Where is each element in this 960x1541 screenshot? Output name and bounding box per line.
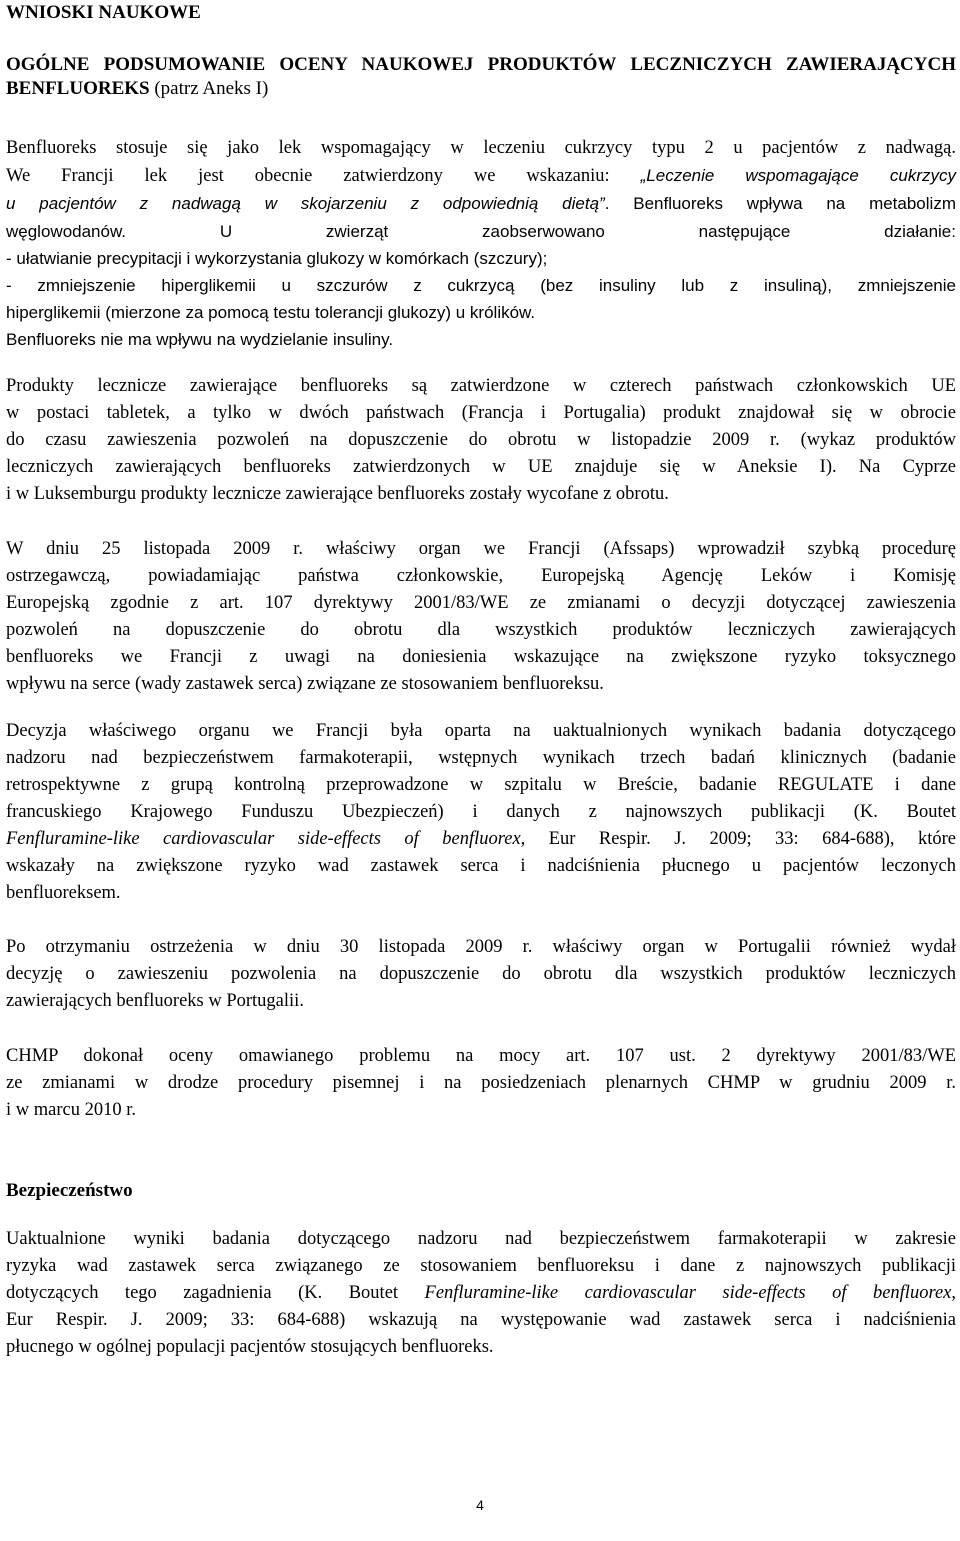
text-line: retrospektywne z grupą kontrolną przeprowadzone w szpitalu w Breście, badanie REGULATE i dane: [6, 775, 956, 795]
text-line: CHMP dokonał oceny omawianego problemu na mocy art. 107 ust. 2 dyrektywy 2001/83/WE: [6, 1046, 956, 1066]
text-line: zawierających benfluoreks w Portugalii.: [6, 991, 304, 1011]
text-line: - zmniejszenie hiperglikemii u szczurów z cukrzycą (bez insuliny lub z insuliną), zmniejszenie: [6, 276, 956, 295]
text-line: W dniu 25 listopada 2009 r. właściwy organ we Francji (Afssaps) wprowadził szybką procedurę: [6, 539, 956, 559]
page-number: 4: [476, 1497, 484, 1513]
text-line: Fenfluramine-like cardiovascular side-effects of benfluorex, Eur Respir. J. 2009; 33: 684-688), które: [6, 829, 956, 849]
summary-title: [6, 53, 956, 101]
text-line: nadzoru nad bezpieczeństwem farmakoterapii, wstępnych wynikach trzech badań klinicznych (badanie: [6, 748, 956, 768]
text-line: Europejską zgodnie z art. 107 dyrektywy 2001/83/WE ze zmianami o decyzji dotyczącej zawieszenia: [6, 593, 956, 613]
text-line: węglowodanów. U zwierząt zaobserwowano następujące działanie:: [6, 222, 956, 241]
summary-title-bold: OGÓLNE PODSUMOWANIE OCENY NAUKOWEJ PRODUKTÓW LECZNICZYCH ZAWIERAJĄCYCH BENFLUOREKS: [6, 54, 956, 99]
text-line: francuskiego Krajowego Funduszu Ubezpieczeń) i danych z najnowszych publikacji (K. Boutet: [6, 802, 956, 822]
text-line: hiperglikemii (mierzone za pomocą testu tolerancji glukozy) u królików.: [6, 303, 536, 322]
text-line: Eur Respir. J. 2009; 33: 684-688) wskazują na występowanie wad zastawek serca i nadciśnienia: [6, 1310, 956, 1330]
text-line: i w Luksemburgu produkty lecznicze zawierające benfluoreks zostały wycofane z obrotu.: [6, 484, 669, 504]
authorization-paragraph: [6, 373, 956, 508]
text-line: wpływu na serce (wady zastawek serca) związane ze stosowaniem benfluoreksu.: [6, 674, 604, 694]
summary-title-note: (patrz Aneks I): [149, 78, 269, 99]
text-line: do czasu zawieszenia pozwoleń na dopuszczenie do obrotu w listopadzie 2009 r. (wykaz produktów: [6, 430, 956, 450]
intro-paragraph: [6, 135, 956, 353]
text-line: benfluoreks we Francji z uwagi na doniesienia wskazujące na zwiększone ryzyko toksycznego: [6, 647, 956, 667]
text-line: ryzyka wad zastawek serca związanego ze stosowaniem benfluoreksu i dane z najnowszych publikacji: [6, 1256, 956, 1276]
publication-title: Fenfluramine-like cardiovascular side-effects of benfluorex: [424, 1283, 952, 1303]
text-line: pozwoleń na dopuszczenie do obrotu dla wszystkich produktów leczniczych zawierających: [6, 620, 956, 640]
text-line: i w marcu 2010 r.: [6, 1100, 136, 1120]
text-line: ze zmianami w drodze procedury pisemnej i na posiedzeniach plenarnych CHMP w grudniu 2009 r.: [6, 1073, 956, 1093]
text-line: Benfluoreks nie ma wpływu na wydzielanie insuliny.: [6, 330, 394, 349]
text-line: Produkty lecznicze zawierające benfluoreks są zatwierdzone w czterech państwach członkowskich UE: [6, 376, 956, 396]
safety-heading: Bezpieczeństwo: [6, 1180, 133, 1201]
text-line: ostrzegawczą, powiadamiając państwa członkowskie, Europejską Agencję Leków i Komisję: [6, 566, 956, 586]
section-title: WNIOSKI NAUKOWE: [6, 2, 201, 23]
text-line: Uaktualnione wyniki badania dotyczącego nadzoru nad bezpieczeństwem farmakoterapii w zakresie: [6, 1229, 956, 1249]
indication-quote-cont: u pacjentów z nadwagą w skojarzeniu z odpowiednią dietą”: [6, 194, 605, 213]
procedure-paragraph: [6, 536, 956, 698]
text-line: leczniczych zawierających benfluoreks zatwierdzonych w UE znajduje się w Aneksie I). Na Cyprze: [6, 457, 956, 477]
text-line: decyzję o zawieszeniu pozwolenia na dopuszczenie do obrotu dla wszystkich produktów leczniczych: [6, 964, 956, 984]
text-line: w postaci tabletek, a tylko w dwóch państwach (Francja i Portugalia) produkt znajdował się w obrocie: [6, 403, 956, 423]
safety-paragraph: [6, 1226, 956, 1361]
text-line: - ułatwianie precypitacji i wykorzystania glukozy w komórkach (szczury);: [6, 249, 548, 268]
publication-title: Fenfluramine-like cardiovascular side-effects of benfluorex: [6, 829, 521, 849]
text-line: We Francji lek jest obecnie zatwierdzony we wskazaniu: „Leczenie wspomagające cukrzycy: [6, 166, 956, 186]
text-line: Po otrzymaniu ostrzeżenia w dniu 30 listopada 2009 r. właściwy organ w Portugalii również wydał: [6, 937, 956, 957]
text-line: benfluoreksem.: [6, 883, 121, 903]
text-line: płucnego w ogólnej populacji pacjentów stosujących benfluoreks.: [6, 1337, 494, 1357]
text-line: wskazały na zwiększone ryzyko wad zastawek serca i nadciśnienia płucnego u pacjentów leczonych: [6, 856, 956, 876]
text-line: u pacjentów z nadwagą w skojarzeniu z odpowiednią dietą”. Benfluoreks wpływa na metabolizm: [6, 194, 956, 213]
indication-quote: „Leczenie wspomagające cukrzycy: [640, 166, 956, 185]
chmp-paragraph: [6, 1043, 956, 1124]
decision-paragraph: [6, 718, 956, 907]
portugal-paragraph: [6, 934, 956, 1015]
text-line: dotyczących tego zagadnienia (K. Boutet Fenfluramine-like cardiovascular side-effects of benfluorex,: [6, 1283, 957, 1303]
text-line: Decyzja właściwego organu we Francji była oparta na uaktualnionych wynikach badania dotyczącego: [6, 721, 956, 741]
text-line: Benfluoreks stosuje się jako lek wspomagający w leczeniu cukrzycy typu 2 u pacjentów z nadwagą.: [6, 138, 956, 158]
